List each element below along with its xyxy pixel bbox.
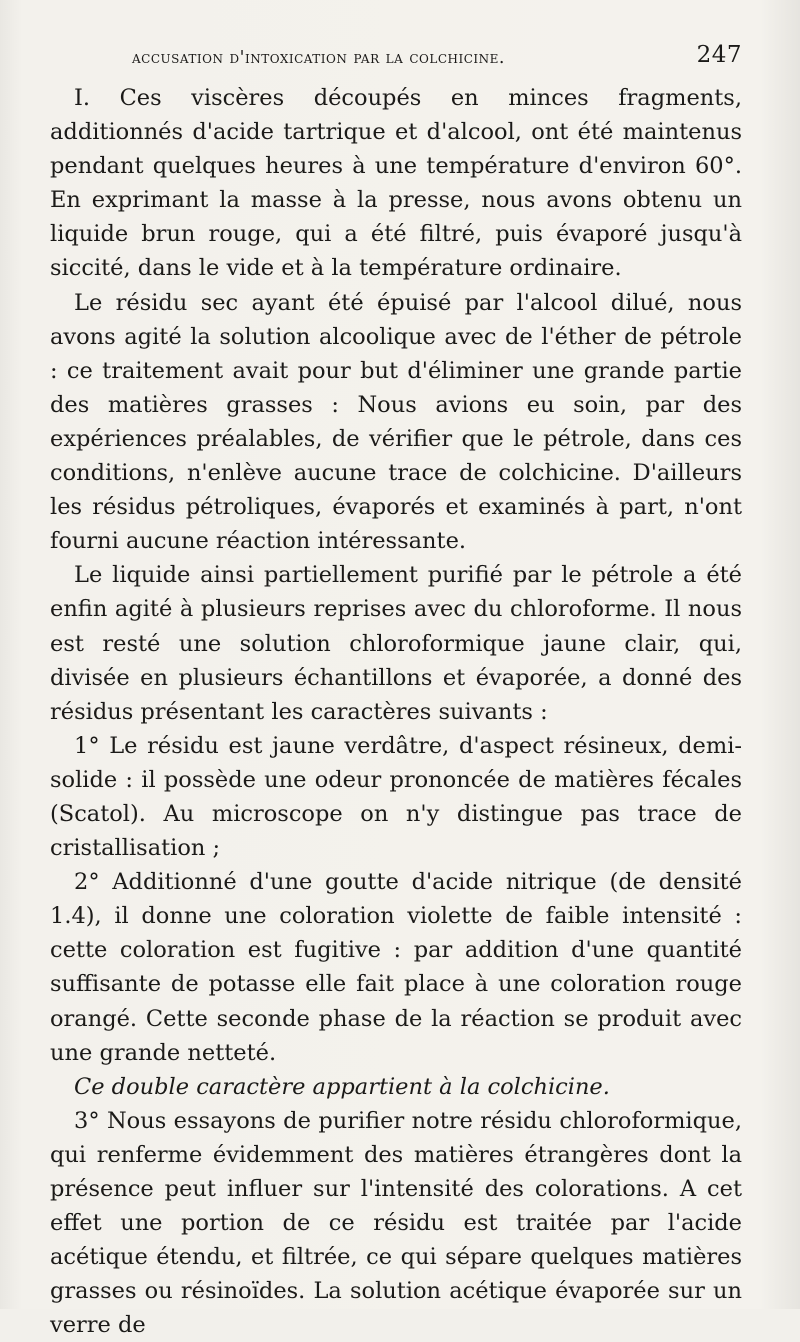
paragraph-residue-character-2: 2° Additionné d'une goutte d'acide nitrique (de densité 1.4), il donne une coloration violette de faible intensité : cette coloration est fugitive : par addition d'une quantité suffisante de potasse elle fait place à une coloration rouge orangé. Cette seconde phase de la réaction se produit avec une grande netteté. (50, 869, 742, 1066)
running-title: accusation d'intoxication par la colchicine. (132, 48, 505, 68)
paragraph-chloroform-extraction: Le liquide ainsi partiellement purifié par le pétrole a été enfin agité à plusieurs reprises avec du chloroforme. Il nous est resté une solution chloroformique jaune clair, qui, divisée en plusieurs échantillons et évaporée, a donné des résidus présentant les caractères suivants : (50, 562, 742, 725)
page-header (48, 42, 742, 78)
paragraph-purification: 3° Nous essayons de purifier notre résidu chloroformique, qui renferme évidemment des matières étrangères dont la présence peut influer sur l'intensité des colorations. A cet effet une portion de ce résidu est traitée par l'acide acétique étendu, et filtrée, ce qui sépare quelques matières grasses ou résinoïdes. La solution acétique évaporée sur un verre de (50, 1107, 742, 1339)
page-number: 247 (696, 42, 742, 68)
paragraph-viscera-preparation: I. Ces viscères découpés en minces fragments, additionnés d'acide tartrique et d'alcool, ont été maintenus pendant quelques heures à une température d'environ 60°. En exprimant la masse à la presse, nous avons obtenu un liquide brun rouge, qui a été filtré, puis évaporé jusqu'à siccité, dans le vide et à la température ordinaire. (50, 85, 742, 282)
paragraph-petroleum-ether: Le résidu sec ayant été épuisé par l'alcool dilué, nous avons agité la solution alcoolique avec de l'éther de pétrole : ce traitement avait pour but d'éliminer une grande partie des matières grasses : Nous avions eu soin, par des expériences préalables, de vérifier que le pétrole, dans ces conditions, n'enlève aucune trace de colchicine. D'ailleurs les résidus pétroliques, évaporés et examinés à part, n'ont fourni aucune réaction intéressante. (50, 289, 742, 555)
paragraph-colchicine-conclusion: Ce double caractère appartient à la colchicine. (74, 1073, 610, 1100)
paragraph-residue-character-1: 1° Le résidu est jaune verdâtre, d'aspect résineux, demi-solide : il possède une odeur prononcée de matières fécales (Scatol). Au microscope on n'y distingue pas trace de cristallisation ; (50, 732, 742, 862)
body-text (50, 81, 742, 1342)
